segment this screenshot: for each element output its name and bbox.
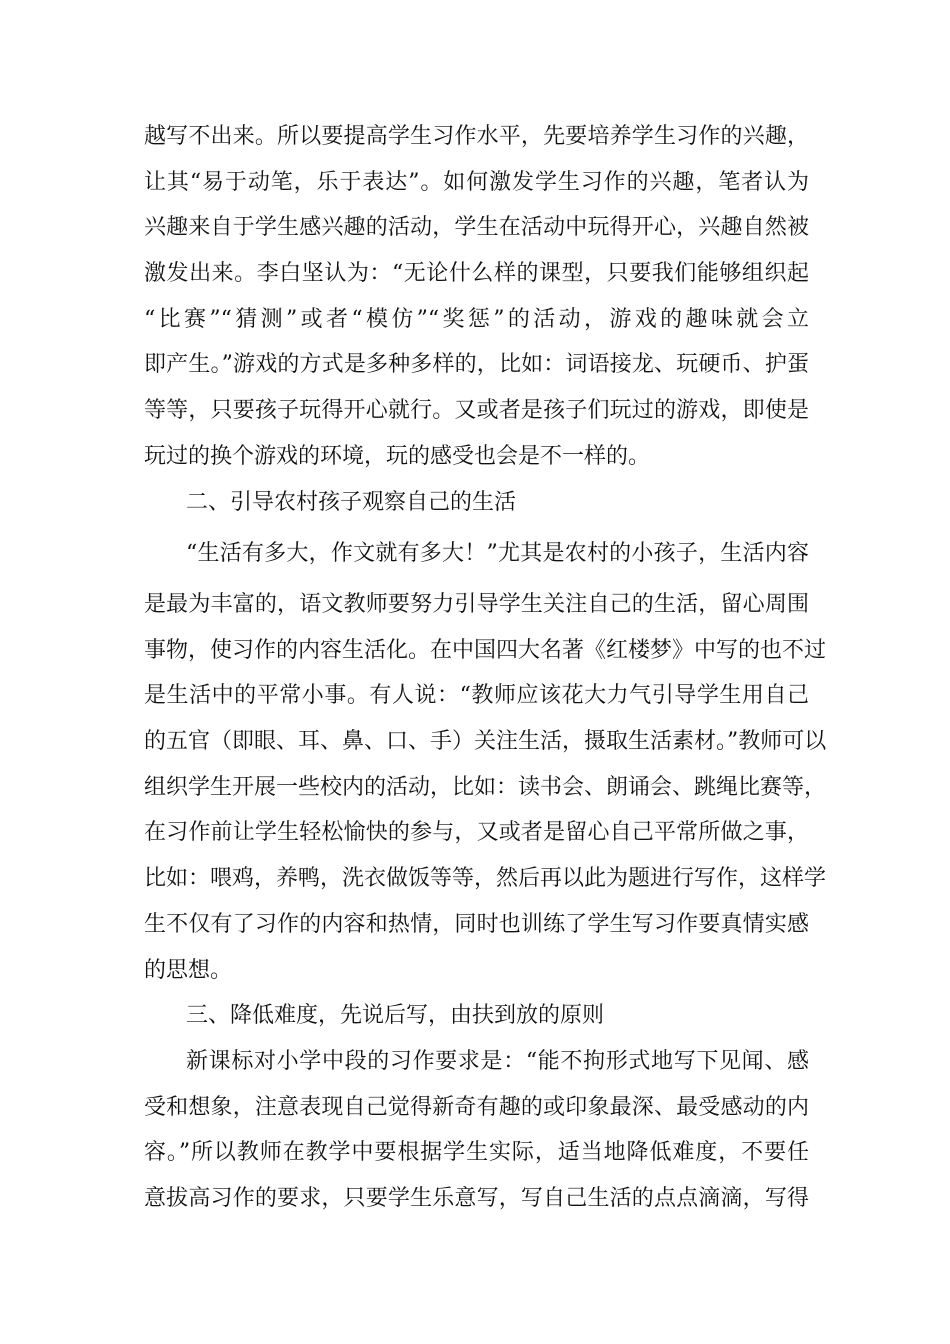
- text-line: 生不仅有了习作的内容和热情，同时也训练了学生写习作要真情实感: [144, 911, 809, 937]
- text-line: “比赛”“猜测”或者“模仿”“奖惩”的活动，游戏的趣味就会立: [144, 306, 809, 332]
- text-line: 组织学生开展一些校内的活动，比如：读书会、朗诵会、跳绳比赛等，: [144, 774, 827, 800]
- text-line: 比如：喂鸡，养鸭，洗衣做饭等等，然后再以此为题进行写作，这样学: [144, 866, 827, 892]
- text-line: “生活有多大，作文就有多大！”尤其是农村的小孩子，生活内容: [186, 541, 809, 566]
- text-line: 受和想象，注意表现自己觉得新奇有趣的或印象最深、最受感动的内: [144, 1094, 809, 1120]
- text-line: 等等，只要孩子玩得开心就行。又或者是孩子们玩过的游戏，即使是: [144, 398, 809, 424]
- paragraph-1: [144, 114, 809, 480]
- paragraph-2-opening: [144, 531, 809, 577]
- text-line: 的思想。: [144, 957, 233, 983]
- text-line: 即产生。”游戏的方式是多种多样的，比如：词语接龙、玩硬币、护蛋: [144, 352, 809, 378]
- text-line: 是最为丰富的，语文教师要努力引导学生关注自己的生活，留心周围: [144, 592, 809, 617]
- text-line: 意拔高习作的要求，只要学生乐意写，写自己生活的点点滴滴，写得: [144, 1186, 809, 1212]
- paragraph-2: [144, 582, 827, 993]
- text-line: 在习作前让学生轻松愉快的参与，又或者是留心自己平常所做之事，: [144, 820, 809, 846]
- text-line: 是生活中的平常小事。有人说：“教师应该花大力气引导学生用自己: [144, 683, 809, 709]
- text-line: 兴趣来自于学生感兴趣的活动，学生在活动中玩得开心，兴趣自然被: [144, 215, 809, 241]
- section-heading: 二、引导农村孩子观察自己的生活: [186, 490, 517, 515]
- text-line: 越写不出来。所以要提高学生习作水平，先要培养学生习作的兴趣，: [144, 124, 809, 149]
- text-line: 容。”所以教师在教学中要根据学生实际，适当地降低难度，不要任: [144, 1140, 809, 1166]
- text-line: 新课标对小学中段的习作要求是：“能不拘形式地写下见闻、感: [186, 1049, 809, 1074]
- section-heading-2: [144, 480, 809, 526]
- text-line: 让其“易于动笔，乐于表达”。如何激发学生习作的兴趣，笔者认为: [144, 169, 809, 195]
- text-line: 激发出来。李白坚认为：“无论什么样的课型，只要我们能够组织起: [144, 261, 809, 287]
- text-line: 事物，使习作的内容生活化。在中国四大名著《红楼梦》中写的也不过: [144, 637, 827, 663]
- section-heading-3: [144, 993, 809, 1039]
- paragraph-3: [144, 1039, 809, 1222]
- text-line: 玩过的换个游戏的环境，玩的感受也会是不一样的。: [144, 443, 651, 469]
- text-line: 的五官（即眼、耳、鼻、口、手）关注生活，摄取生活素材。”教师可以: [144, 729, 827, 755]
- section-heading: 三、降低难度，先说后写，由扶到放的原则: [186, 1003, 605, 1028]
